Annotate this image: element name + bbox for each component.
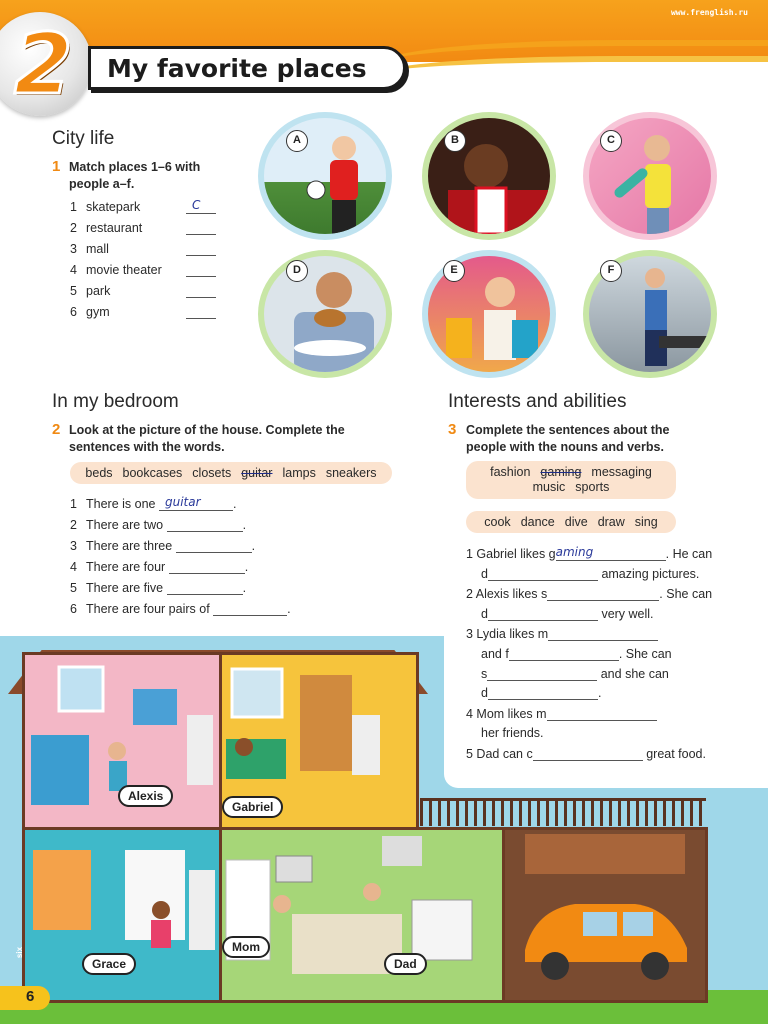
label-grace: Grace	[82, 953, 136, 975]
bedroom-item-2: 2 There are two .	[70, 518, 247, 532]
photo-girl-skateboard	[583, 112, 717, 240]
photo-letter-a: A	[286, 130, 308, 152]
room-kitchen	[219, 827, 505, 1003]
interests-line-5: 3 Lydia likes m	[466, 627, 658, 645]
interests-line-8: d .	[481, 686, 602, 700]
man-burger-illustration	[264, 256, 392, 378]
exercise-2-number: 2	[52, 421, 61, 438]
kitchen-illustration	[222, 830, 502, 1000]
interests-blank-4[interactable]	[488, 607, 598, 621]
match-item-4: 4 movie theater	[70, 263, 216, 281]
photo-letter-c: C	[600, 130, 622, 152]
match-item-1: 1 skatepark C	[70, 200, 216, 218]
photo-letter-f: F	[600, 260, 622, 282]
interests-blank-3[interactable]	[547, 587, 659, 601]
photo-letter-e: E	[443, 260, 465, 282]
answer-blank-1[interactable]: C	[186, 200, 216, 214]
girl-soccer-illustration	[264, 118, 392, 240]
interests-blank-9[interactable]	[547, 707, 657, 721]
interests-line-4: d very well.	[481, 607, 654, 621]
interests-blank-2[interactable]	[488, 567, 598, 581]
bedroom-title: In my bedroom	[52, 391, 179, 412]
interests-line-7: s and she can	[481, 667, 669, 681]
answer-blank-2[interactable]	[186, 221, 216, 235]
unit-title-pill	[88, 46, 406, 90]
answer-blank-4[interactable]	[186, 263, 216, 277]
interests-blank-5[interactable]	[548, 627, 658, 641]
verbs-box: cook dance dive draw sing	[466, 511, 676, 533]
exercise-3-number: 3	[448, 421, 457, 438]
interests-line-6: and f . She can	[481, 647, 672, 661]
bedroom-item-5: 5 There are five .	[70, 581, 247, 595]
label-dad: Dad	[384, 953, 427, 975]
exercise-1-instruction: Match places 1–6 with people a–f.	[69, 160, 201, 191]
match-item-6: 6 gym	[70, 305, 216, 323]
page-number-word: six	[15, 946, 25, 959]
garage-car-illustration	[505, 830, 705, 1000]
interests-line-10: her friends.	[481, 726, 544, 740]
nouns-box: fashion gaming messaging music sports	[466, 461, 676, 499]
photo-girl-soccer	[258, 112, 392, 240]
room-garage	[502, 827, 708, 1003]
label-gabriel: Gabriel	[222, 796, 283, 818]
label-alexis: Alexis	[118, 785, 173, 807]
interests-line-1: 1 Gabriel likes g aming . He can	[466, 545, 713, 561]
photo-boy-popcorn	[422, 112, 556, 240]
bedroom-blank-3[interactable]	[176, 539, 252, 553]
match-item-2: 2 restaurant	[70, 221, 216, 239]
unit-number: 2	[14, 15, 73, 113]
bedroom-blank-6[interactable]	[213, 602, 287, 616]
interests-title: Interests and abilities	[448, 391, 627, 412]
answer-blank-3[interactable]	[186, 242, 216, 256]
interests-line-9: 4 Mom likes m	[466, 707, 657, 725]
interests-line-3: 2 Alexis likes s . She can	[466, 587, 713, 601]
bedroom-blank-1[interactable]: guitar	[159, 497, 233, 511]
bedroom-item-1: 1 There is one guitar .	[70, 495, 237, 511]
interests-blank-8[interactable]	[488, 686, 598, 700]
exercise-2-word-box: beds bookcases closets guitar lamps sneakers	[70, 462, 392, 484]
exercise-3-instruction: Complete the sentences about the people with the nouns and verbs.	[466, 423, 670, 454]
interests-line-11: 5 Dad can c great food.	[466, 747, 706, 761]
photo-letter-b: B	[444, 130, 466, 152]
answer-blank-6[interactable]	[186, 305, 216, 319]
bedroom-item-3: 3 There are three .	[70, 539, 256, 553]
bedroom-blank-2[interactable]	[167, 518, 243, 532]
interests-blank-1[interactable]: aming	[556, 547, 666, 561]
label-mom: Mom	[222, 936, 270, 958]
site-url: www.frenglish.ru	[670, 8, 748, 17]
answer-blank-5[interactable]	[186, 284, 216, 298]
match-item-5: 5 park	[70, 284, 216, 302]
bedroom-blank-5[interactable]	[167, 581, 243, 595]
bedroom-item-4: 4 There are four .	[70, 560, 249, 574]
photo-letter-d: D	[286, 260, 308, 282]
exercise-2-instruction: Look at the picture of the house. Complete the sentences with the words.	[69, 423, 345, 454]
photo-man-burger	[258, 250, 392, 378]
balcony-railing	[420, 798, 706, 826]
interests-blank-7[interactable]	[487, 667, 597, 681]
city-life-title: City life	[52, 128, 115, 149]
unit-title: My favorite places	[107, 54, 367, 83]
room-grace	[22, 827, 222, 1003]
interests-blank-6[interactable]	[509, 647, 619, 661]
match-item-3: 3 mall	[70, 242, 216, 260]
interests-line-2: d amazing pictures.	[481, 567, 700, 581]
exercise-1-number: 1	[52, 158, 61, 175]
interests-blank-11[interactable]	[533, 747, 643, 761]
page-number: 6	[0, 986, 50, 1010]
bedroom-item-6: 6 There are four pairs of .	[70, 602, 291, 616]
bedroom-blank-4[interactable]	[169, 560, 245, 574]
